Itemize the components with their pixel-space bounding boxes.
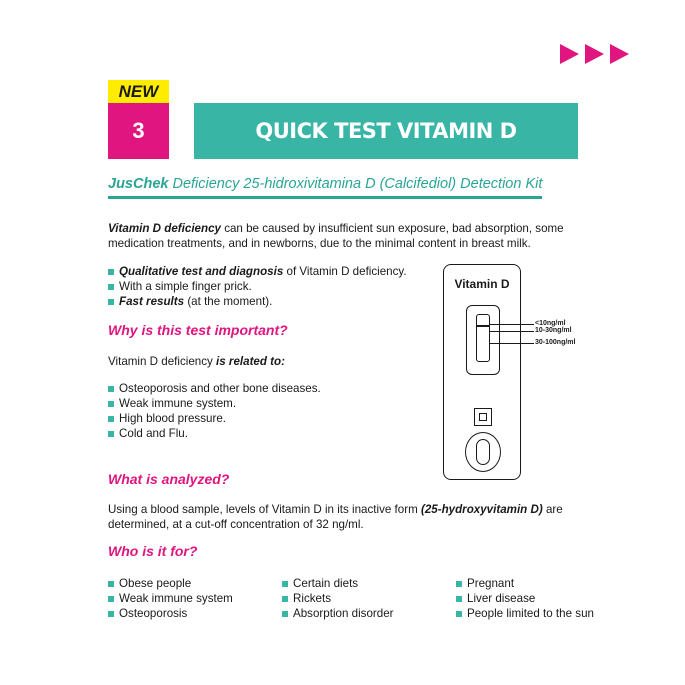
analyzed-paragraph: [108, 502, 588, 532]
list-item: Weak immune system: [108, 591, 233, 606]
leader-line: [490, 331, 534, 332]
leader-line: [490, 324, 534, 325]
list-item: Osteoporosis: [108, 606, 233, 621]
intro-paragraph: [108, 221, 588, 251]
list-item: [108, 279, 407, 294]
list-item: Certain diets: [282, 576, 394, 591]
list-item: Obese people: [108, 576, 233, 591]
list-item: Rickets: [282, 591, 394, 606]
brand-name: JusChek: [108, 176, 169, 192]
subtitle-underline: [108, 196, 542, 199]
intro-text: can be caused by insufficient sun exposure, bad absorption, some medication treatments, and in newborns, due to the minimal content in breast milk.: [108, 222, 564, 250]
feature-text: of Vitamin D deficiency.: [283, 265, 407, 278]
who-list-col1: [108, 576, 233, 621]
play-arrow-icon: [560, 44, 579, 64]
list-item: Absorption disorder: [282, 606, 394, 621]
level-label: 30-100ng/ml: [535, 339, 576, 346]
feature-text: (at the moment).: [184, 295, 273, 308]
sample-well-inner: [476, 439, 490, 465]
leader-line: [490, 343, 534, 344]
list-item: Liver disease: [456, 591, 594, 606]
feature-list: [108, 264, 407, 309]
subtitle-text: Deficiency 25-hidroxivitamina D (Calcifediol) Detection Kit: [168, 176, 543, 192]
result-strip: [476, 314, 490, 362]
level-label: 10-30ng/ml: [535, 327, 572, 334]
list-item: Pregnant: [456, 576, 594, 591]
intro-bold: Vitamin D deficiency: [108, 222, 221, 235]
who-list-col2: [282, 576, 394, 621]
feature-bold: Fast results: [119, 295, 185, 308]
why-lead: [108, 354, 285, 369]
cassette-title: Vitamin D: [454, 277, 510, 291]
product-subtitle: [108, 176, 542, 192]
control-band: [476, 325, 490, 327]
analyzed-heading: What is analyzed?: [108, 471, 230, 487]
why-lead-bold: is related to:: [216, 355, 285, 368]
analyzed-bold: (25-hydroxyvitamin D): [420, 503, 543, 516]
play-arrow-icon: [585, 44, 604, 64]
list-item: Osteoporosis and other bone diseases.: [108, 381, 321, 396]
level-label: <10ng/ml: [535, 320, 566, 327]
who-list-col3: [456, 576, 594, 621]
feature-bold: Qualitative test and diagnosis: [119, 265, 284, 278]
page-title: QUICK TEST VITAMIN D: [194, 103, 578, 159]
related-list: [108, 381, 321, 441]
test-cassette-illustration: [443, 264, 521, 480]
why-lead-text: Vitamin D deficiency: [108, 355, 217, 368]
list-item: [108, 294, 407, 309]
section-number: 3: [108, 103, 169, 159]
list-item: High blood pressure.: [108, 411, 321, 426]
list-item: Weak immune system.: [108, 396, 321, 411]
who-heading: Who is it for?: [108, 543, 198, 559]
new-badge: NEW: [108, 80, 169, 103]
analyzed-text: Using a blood sample, levels of Vitamin D in its inactive form: [108, 503, 421, 516]
why-heading: Why is this test important?: [108, 322, 288, 338]
list-item: [108, 264, 407, 279]
play-arrow-icon: [610, 44, 629, 64]
cassette-marker-inner: [479, 413, 487, 421]
analyzed-text: are determined, at a cut-off concentration of 32 ng/ml.: [108, 503, 563, 531]
feature-text: With a simple finger prick.: [119, 280, 252, 293]
list-item: People limited to the sun: [456, 606, 594, 621]
nav-arrows: [560, 44, 629, 64]
list-item: Cold and Flu.: [108, 426, 321, 441]
